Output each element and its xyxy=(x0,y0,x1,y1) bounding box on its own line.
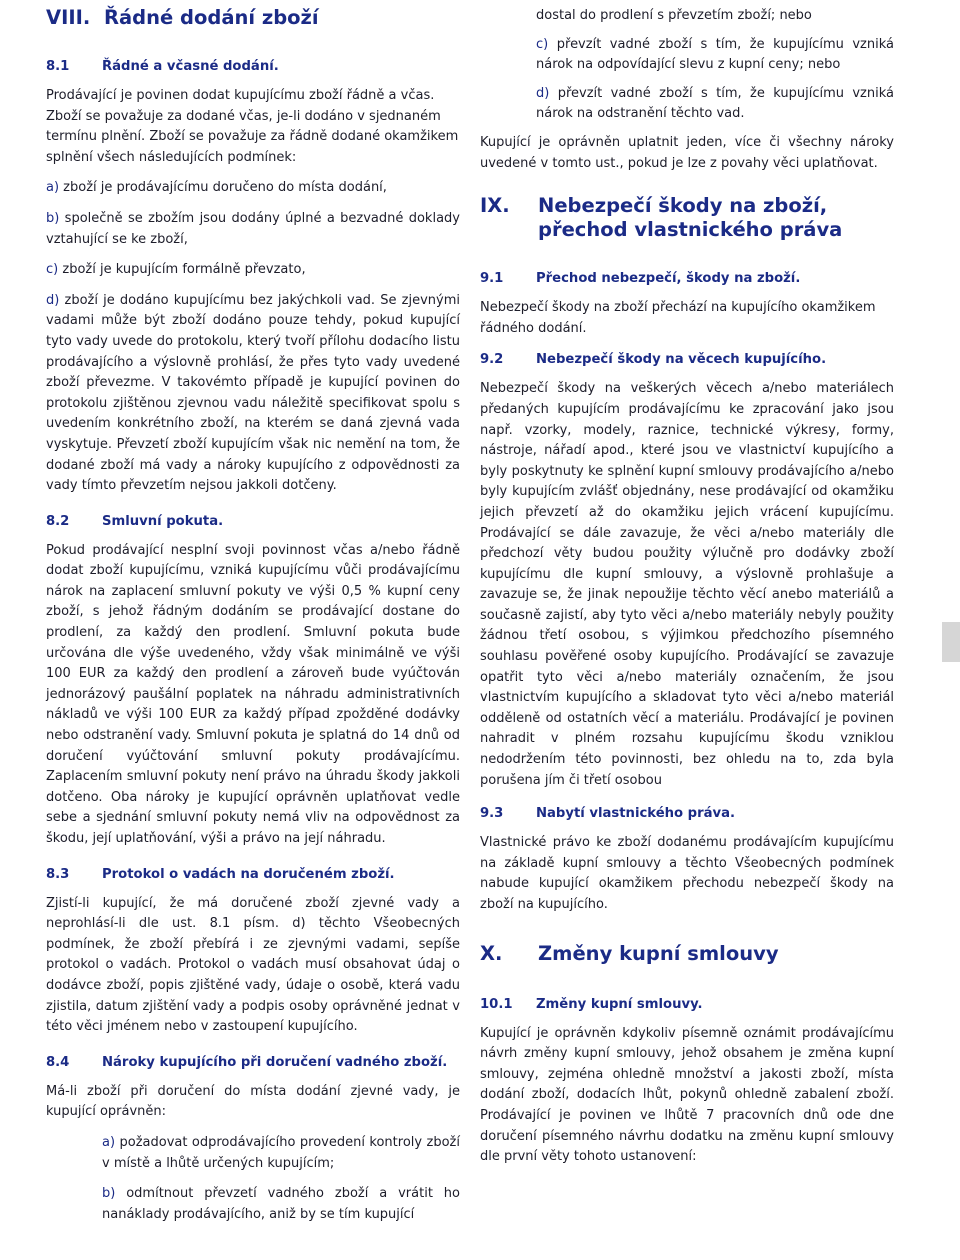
subsection-number: 8.4 xyxy=(46,1054,70,1070)
right-column xyxy=(480,0,894,1168)
list-text: požadovat odprodávajícího provedení kontroly zboží v místě a lhůtě určených kupujícím; xyxy=(102,1134,460,1171)
subsection-number: 9.1 xyxy=(480,271,504,287)
list-text: převzít vadné zboží s tím, že kupujícímu vzniká nárok na odpovídající slevu z kupní ceny; nebo xyxy=(536,36,894,73)
list-text: odmítnout převzetí vadného zboží a vrátit ho nanáklady prodávajícího, aniž by se tím kupující xyxy=(102,1186,460,1222)
list-marker: d) xyxy=(536,85,550,101)
subsection-number: 10.1 xyxy=(480,996,513,1012)
section-8-heading xyxy=(46,6,460,30)
subsection-8-3-heading xyxy=(46,866,460,884)
subsection-8-2-heading xyxy=(46,513,460,531)
list-text: zboží je kupujícím formálně převzato, xyxy=(58,262,306,278)
subsection-title: Smluvní pokuta. xyxy=(102,513,224,529)
list-item xyxy=(480,84,894,125)
list-marker: d) xyxy=(46,292,60,308)
subsection-9-3-heading xyxy=(480,805,894,823)
subsection-title: Změny kupní smlouvy. xyxy=(536,996,703,1012)
list-item xyxy=(46,1184,460,1225)
list-text: zboží je prodávajícímu doručeno do místa dodání, xyxy=(59,180,387,196)
section-number: X. xyxy=(480,941,503,965)
paragraph: Prodávající je povinen dodat kupujícímu zboží řádně a včas. Zboží se považuje za dodané včas, je-li dodáno v sjednaném termínu plnění. Zboží se považuje za řádně dodané okamžikem splnění všech následujících podmínek: xyxy=(46,88,459,165)
list-item xyxy=(46,178,460,199)
paragraph: Pokud prodávající nesplní svoji povinnost včas a/nebo řádně dodat zboží kupujícímu, vzniká kupujícímu vůči prodávajícímu nárok na zaplacení smluvní pokuty ve výši 0,5 % kupní ceny zboží, s jehož řádným dodáním se prodávající dostane do prodlení, za každý den prodlení. Smluvní pokuta bude určována dle výše uvedeného, vždy však minimálně ve výši 100 EUR za každý den prodlení a zároveň bude vyúčtován jednorázový paušální poplatek na náhradu administrativních nákladů ve výši 100 EUR za každý případ zpožděné dodávky nebo odstranění vady. Smluvní pokuta je splatná do 14 dnů od doručení vyúčtování smluvní pokuty prodávajícímu. Zaplacením smluvní pokuty není právo na úhradu škody jakkoli dotčeno. Oba nároky je kupující oprávněn uplatňovat vedle sebe a sjednání smluvní pokuty nemá vliv na odpovědnost za škodu, její uplatňování, výši a právo na její náhradu. xyxy=(46,542,460,846)
list-item xyxy=(46,1133,460,1174)
section-9-heading xyxy=(480,194,894,242)
list-marker: c) xyxy=(46,262,59,278)
section-title: Nebezpečí škody na zboží, přechod vlastnického práva xyxy=(538,194,843,242)
list-item xyxy=(46,209,460,250)
subsection-title: Přechod nebezpečí, škody na zboží. xyxy=(536,271,801,287)
subsection-title: Řádné a včasné dodání. xyxy=(102,59,279,74)
subsection-10-1-heading xyxy=(480,996,894,1014)
paragraph: Vlastnické právo ke zboží dodanému prodávajícím kupujícímu na základě kupní smlouvy a těchto Všeobecných podmínek nabude kupující okamžikem přechodu nebezpečí škody na zboží na kupujícího. xyxy=(480,835,894,912)
page-edge-tab xyxy=(942,622,960,662)
paragraph: Má-li zboží při doručení do místa dodání zjevné vady, je kupující oprávněn: xyxy=(46,1083,460,1120)
subsection-9-2-heading xyxy=(480,351,894,369)
list-item xyxy=(480,35,894,76)
subsection-title: Nebezpečí škody na věcech kupujícího. xyxy=(536,352,827,368)
paragraph: Nebezpečí škody na veškerých věcech a/nebo materiálech předaných kupujícím prodávajícímu ke zpracování jako jsou např. vzorky, modely, raznice, technické výkresy, formy, nástroje, nářadí apod., které jsou ve vlastnictví kupujícího a byly poskytnuty ke splnění kupní smlouvy prodávajícího a/nebo byly kupujícím zvlášť objednány, nese prodávající od okamžiku jejich převzetí až do okamžiku jejich vrácení kupujícímu. Prodávající se dále zavazuje, že věci a/nebo materiály dle předchozí věty budou použity výlučně pro dodávky zboží kupujícímu dle kupní smlouvy, a výslovně prohlašuje a zavazuje se, že jinak nepoužije těchto věcí anebo materiálů a současně zajistí, aby tyto věci a/nebo materiály nebyly použity žádnou třetí osobou, s výjimkou předchozího písemného souhlasu pověřené osoby kupujícího. Prodávající se zavazuje opatřit tyto věci a/nebo materiály označením, že jsou vlastnictvím kupujícího a skladovat tyto věci a/nebo materiál odděleně od ostatních věcí a materiálu. Prodávající je povinen nahradit v plném rozsahu kupujícímu škodu vzniklou nedodržením této povinnosti, bez ohledu na to, zda byla porušena jím či třetí osobou xyxy=(480,381,894,788)
list-marker: a) xyxy=(102,1134,116,1150)
subsection-title: Nabytí vlastnického práva. xyxy=(536,806,736,822)
section-title: Změny kupní smlouvy xyxy=(538,941,779,965)
subsection-number: 8.1 xyxy=(46,59,70,74)
left-column xyxy=(46,0,460,1225)
list-item xyxy=(46,260,460,281)
section-number: IX. xyxy=(480,194,510,218)
subsection-number: 8.3 xyxy=(46,866,70,882)
subsection-9-1-heading xyxy=(480,270,894,288)
section-10-heading xyxy=(480,942,894,966)
subsection-number: 8.2 xyxy=(46,513,70,529)
paragraph: Kupující je oprávněn uplatnit jeden, více či všechny nároky uvedené v tomto ust., pokud je lze z povahy věci uplatňovat. xyxy=(480,134,894,171)
subsection-number: 9.2 xyxy=(480,352,504,368)
list-marker: a) xyxy=(46,180,60,196)
list-marker: b) xyxy=(46,210,60,226)
paragraph: Nebezpečí škody na zboží přechází na kupujícího okamžikem řádného dodání. xyxy=(480,300,876,336)
paragraph: Kupující je oprávněn kdykoliv písemně oznámit prodávajícímu návrh změny kupní smlouvy, jehož obsahem je změna kupní smlouvy, zejména ohledně množství a jakosti zboží, místa dodání zboží, dodacích lhůt, pokynů ohledně zabalení zboží. Prodávající je povinen ve lhůtě 7 pracovních dnů ode dne doručení písemného návrhu dodatku na změnu kupní smlouvy dle první věty tohoto ustanovení: xyxy=(480,1025,894,1165)
section-title: Řádné dodání zboží xyxy=(104,6,319,29)
list-text: společně se zbožím jsou dodány úplné a bezvadné doklady vztahující se ke zboží, xyxy=(46,210,460,247)
subsection-8-1-heading xyxy=(46,58,460,76)
list-text: převzít vadné zboží s tím, že kupujícímu vzniká nárok na odstranění těchto vad. xyxy=(536,85,894,122)
subsection-title: Protokol o vadách na doručeném zboží. xyxy=(102,866,395,882)
list-item xyxy=(46,291,460,497)
list-continuation: dostal do prodlení s převzetím zboží; nebo xyxy=(536,8,812,23)
list-text: zboží je dodáno kupujícímu bez jakýchkoli vad. Se zjevnými vadami může být zboží dodáno pouze tehdy, pokud kupující tyto vady uvede do protokolu, který tvoří přílohu dodacího listu prodávajícího a výslovně prohlásí, že přes tyto vady uvedené zboží převezme. V takovémto případě je kupující povinen do protokolu zjištěnou zjevnou vadu náležitě specifikovat spolu s uvedením konkrétního zboží, na kterém se daná zjevná vada vyskytuje. Převzetí zboží kupujícím však nic nemění na tom, že dodané zboží má vady a nároky kupujícího z odpovědnosti za vady tímto převzetím nejsou jakkoli dotčeny. xyxy=(46,292,460,494)
subsection-number: 9.3 xyxy=(480,806,504,822)
section-number: VIII. xyxy=(46,6,91,29)
list-marker: c) xyxy=(536,36,549,52)
list-marker: b) xyxy=(102,1186,116,1202)
subsection-8-4-heading xyxy=(46,1054,460,1072)
paragraph: Zjistí-li kupující, že má doručené zboží zjevné vady a neprohlásí-li dle ust. 8.1 písm. d) těchto Všeobecných podmínek, že zboží přebírá i ze zjevnými vadami, sepíše protokol o vadách. Protokol o vadách musí obsahovat údaj o dodávce zboží, popis zjištěné vady, údaje o osobě, která vadu zjistila, datum zjištění vady a podpis osoby oprávněné jednat v této věci jménem nebo v zastoupení kupujícího. xyxy=(46,895,460,1035)
subsection-title: Nároky kupujícího při doručení vadného zboží. xyxy=(102,1054,448,1070)
